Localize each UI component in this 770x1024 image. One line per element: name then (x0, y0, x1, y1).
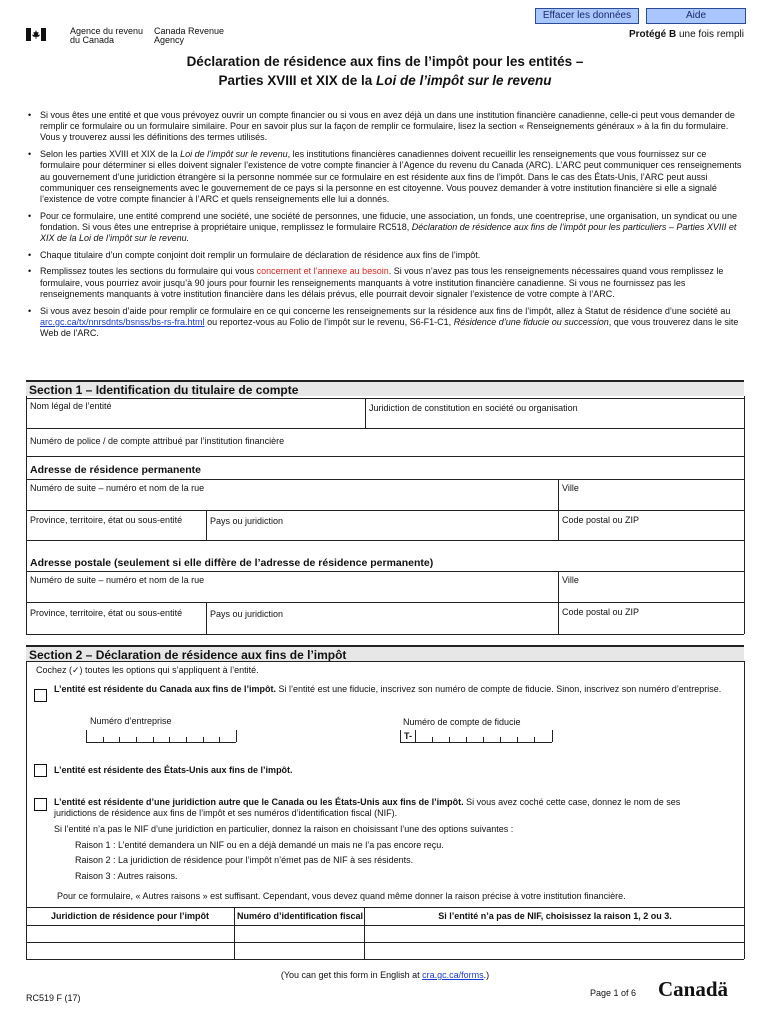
us-resident-label: L’entité est résidente des États-Unis aux fins de l’impôt. (54, 765, 293, 775)
form-subtitle: Parties XVIII et XIX de la Loi de l’impôt sur le revenu (218, 73, 552, 88)
english-version-note: (You can get this form in English at cra.gc.ca/forms.) (280, 970, 490, 980)
city2-label: Ville (562, 575, 579, 585)
help-button[interactable]: Aide (646, 8, 746, 24)
street2-label: Numéro de suite – numéro et nom de la rue (30, 575, 205, 585)
reason-3: Raison 3 : Autres raisons. (75, 871, 178, 881)
other-reasons-note: Pour ce formulaire, « Autres raisons » est suffisant. Cependant, vous devez quand même donner la raison précise à votre institution financière. (57, 891, 626, 901)
jurisdiction-field[interactable] (366, 414, 743, 428)
col-reason: Si l’entité n’a pas de NIF, choisissez la raison 1, 2 ou 3. (438, 911, 672, 921)
page-number: Page 1 of 6 (590, 988, 637, 998)
no-tin-instruction: Si l’entité n’a pas le NIF d’une juridiction en particulier, donnez la raison en choisissant l’une des options suivantes : (54, 824, 514, 834)
province-field[interactable] (27, 526, 205, 540)
reason-2: Raison 2 : La juridiction de résidence pour l’impôt n’émet pas de NIF à ses résidents. (75, 855, 414, 865)
canada-resident-label: L’entité est résidente du Canada aux fins de l’impôt. Si l’entité est une fiducie, inscrivez son numéro de compte de fiducie. Sinon, inscrivez son numéro d’entreprise. (54, 684, 722, 694)
jurisdiction-label: Juridiction de constitution en société ou organisation (369, 403, 578, 413)
other-resident-label: L’entité est résidente d’une juridiction autre que le Canada ou les États-Unis aux fins de l’impôt. Si vous avez coché cette case, donnez le nom de ses juridictions de résidence aux fins de l’impôt et ses numéros d’identification fiscal (NIF). (54, 797, 681, 818)
trust-number-field[interactable] (400, 730, 552, 743)
table-row-1-jurisdiction[interactable] (27, 926, 233, 941)
residency-status-link[interactable]: arc.gc.ca/tx/nnrsdnts/bsnss/bs-rs-fra.html (40, 316, 205, 327)
country2-label: Pays ou juridiction (210, 609, 284, 619)
forms-link[interactable]: cra.gc.ca/forms (422, 970, 484, 980)
agency-name-fr: Agence du revenu du Canada (70, 26, 144, 45)
province-label: Province, territoire, état ou sous-entité (30, 515, 183, 525)
protected-label: Protégé B une fois rempli (628, 29, 744, 40)
city-field[interactable] (559, 494, 743, 510)
section2-heading: Section 2 – Déclaration de résidence aux fins de l’impôt (26, 645, 744, 661)
canada-wordmark: Canadä (658, 977, 729, 1001)
trust-number-label: Numéro de compte de fiducie (403, 717, 521, 727)
col-jurisdiction: Juridiction de résidence pour l’impôt (50, 911, 210, 921)
postal-field[interactable] (559, 526, 743, 540)
country-label: Pays ou juridiction (210, 516, 284, 526)
street2-field[interactable] (27, 586, 557, 602)
instruction-item: • Si vous êtes une entité et que vous prévoyez ouvrir un compte financier ou si vous en avez déjà un dans une institution financière canadienne, celle-ci peut vous demander de remplir ce formulaire ou un formulaire similaire. Pour en savoir plus sur la façon de remplir ce formulaire, lisez la section « Renseignements généraux » à la fin du formulaire. Vous y trouverez aussi les définitions des termes utilisés. (26, 110, 742, 144)
permanent-address-heading: Adresse de résidence permanente (30, 464, 201, 476)
table-row-1-tin[interactable] (235, 926, 363, 941)
instruction-item: • Si vous avez besoin d’aide pour remplir ce formulaire en ce qui concerne les renseignements sur la résidence aux fins de l’impôt, allez à Statut de résidence d’une société au arc.gc.ca/tx/nnrsdnts/bsnss/bs-rs-fra.html ou reportez-vous au Folio de l’impôt sur le revenu, S6-F1-C1, Résidence d’une fiducie ou succession, que vous trouverez dans le site Web de l’ARC. (26, 306, 742, 340)
instruction-item: • Chaque titulaire d’un compte conjoint doit remplir un formulaire de déclaration de résidence aux fins de l’impôt. (26, 250, 742, 261)
form-code: RC519 F (17) (26, 993, 81, 1003)
province2-field[interactable] (27, 620, 205, 634)
country-field[interactable] (207, 526, 557, 540)
street-label: Numéro de suite – numéro et nom de la rue (30, 483, 205, 493)
policy-number-label: Numéro de police / de compte attribué par l’institution financière (30, 436, 285, 446)
province2-label: Province, territoire, état ou sous-entité (30, 608, 183, 618)
canada-resident-checkbox[interactable] (34, 689, 47, 702)
policy-number-field[interactable] (27, 446, 743, 456)
section1-heading: Section 1 – Identification du titulaire de compte (26, 380, 744, 396)
check-instruction: Cochez (✓) toutes les options qui s’appliquent à l’entité. (36, 665, 259, 675)
legal-name-field[interactable] (27, 412, 365, 428)
col-tin: Numéro d’identification fiscal (236, 911, 364, 921)
street-field[interactable] (27, 494, 557, 510)
table-row-2-jurisdiction[interactable] (27, 943, 233, 958)
form-title: Déclaration de résidence aux fins de l’impôt pour les entités – (186, 54, 584, 69)
us-resident-checkbox[interactable] (34, 764, 47, 777)
table-row-1-reason[interactable] (365, 926, 743, 941)
instruction-item: • Remplissez toutes les sections du formulaire qui vous concernent et l’annexe au besoin. Si vous n’avez pas tous les renseignements nécessaires quand vous remplissez le formulaire, vous pourriez avoir jusqu’à 90 jours pour fournir les renseignements manquants à votre institution financière canadienne. Si vous ne fournissez pas les renseignements manquants à votre institution financière dans les délais prévus, elle pourrait devoir signaler l’existence de votre compte à l’ARC. (26, 266, 742, 300)
instructions-list (26, 110, 742, 345)
canada-flag-icon (26, 28, 46, 41)
instruction-item: • Pour ce formulaire, une entité comprend une société, une société de personnes, une fiducie, une association, un fonds, une coentreprise, une organisation, un syndicat ou une fondation. Si vous êtes une entreprise à propriétaire unique, remplissez le formulaire RC518, Déclaration de résidence aux fins de l’impôt pour les particuliers – Parties XVIII et XIX de la Loi de l’impôt sur le revenu. (26, 211, 742, 245)
trust-prefix: T- (404, 731, 412, 741)
postal2-field[interactable] (559, 620, 743, 634)
table-row-2-reason[interactable] (365, 943, 743, 958)
legal-name-label: Nom légal de l’entité (30, 401, 112, 411)
clear-data-button[interactable]: Effacer les données (535, 8, 639, 24)
country2-field[interactable] (207, 620, 557, 634)
mailing-address-heading: Adresse postale (seulement si elle diffère de l’adresse de résidence permanente) (30, 557, 434, 569)
city-label: Ville (562, 483, 579, 493)
city2-field[interactable] (559, 586, 743, 602)
business-number-field[interactable] (86, 730, 236, 743)
table-row-2-tin[interactable] (235, 943, 363, 958)
postal2-label: Code postal ou ZIP (562, 607, 640, 617)
agency-name-en: Canada Revenue Agency (154, 26, 225, 45)
instruction-item: • Selon les parties XVIII et XIX de la Loi de l’impôt sur le revenu, les institutions financières canadiennes doivent recueillir les renseignements que vous fournissez sur ce formulaire pour déterminer si elles doivent signaler l’existence de votre compte financier à l’Agence du revenu du Canada (ARC). L’ARC peut communiquer ces renseignements au gouvernement d’une juridiction étrangère si la personne nommée sur ce formulaire en est résidente aux fins de l’impôt. Dans le cas des États-Unis, l’ARC peut aussi communiquer ces renseignements avec le gouvernement de ce pays si la personne en est citoyenne. Vous pouvez demander à votre institution financière si elle a signalé l’existence de votre compte financier à l’ARC et quels renseignements elle lui a donnés. (26, 149, 742, 205)
other-resident-checkbox[interactable] (34, 798, 47, 811)
postal-label: Code postal ou ZIP (562, 515, 640, 525)
reason-1: Raison 1 : L’entité demandera un NIF ou en a déjà demandé un mais ne l’a pas encore reçu. (75, 840, 444, 850)
business-number-label: Numéro d’entreprise (90, 716, 172, 726)
